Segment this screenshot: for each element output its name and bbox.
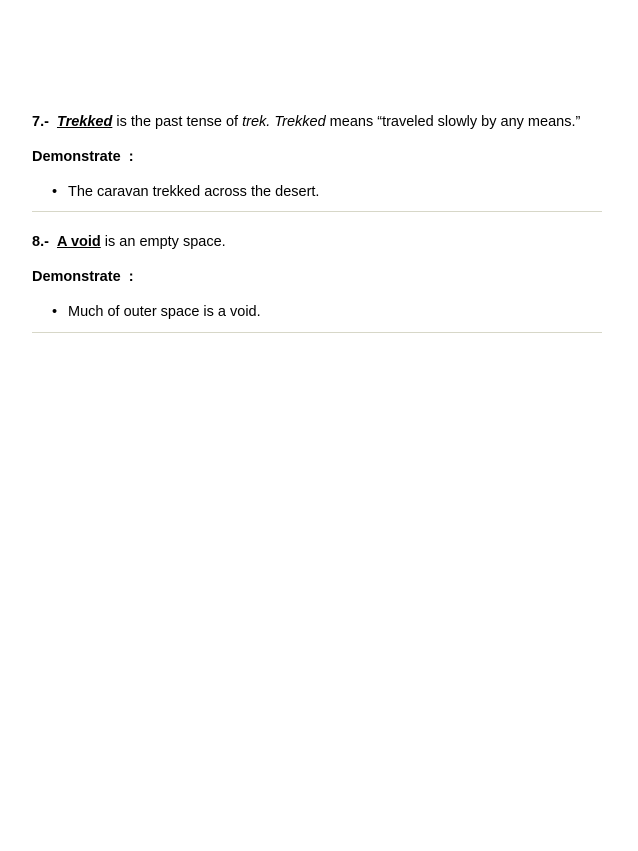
section-divider bbox=[32, 332, 602, 333]
vocab-term: A void bbox=[56, 234, 101, 250]
definition-italic-text: trek. Trekked bbox=[242, 114, 326, 130]
definition-line bbox=[32, 233, 602, 251]
example-list bbox=[32, 303, 602, 321]
bullet-icon: • bbox=[52, 304, 58, 320]
definition-text-continued: means “traveled slowly by any means.” bbox=[325, 114, 581, 130]
entry-number: 8.- bbox=[32, 234, 49, 250]
example-list bbox=[32, 183, 602, 201]
demonstrate-label: Demonstrate : bbox=[32, 269, 134, 285]
vocab-entry-void bbox=[32, 233, 602, 321]
section-divider bbox=[32, 211, 602, 212]
definition-text: is the past tense of bbox=[112, 114, 243, 130]
vocab-entry-trekked bbox=[32, 113, 602, 201]
example-item bbox=[32, 303, 602, 321]
definition-text: is an empty space. bbox=[100, 234, 226, 250]
demonstrate-label: Demonstrate : bbox=[32, 149, 134, 165]
example-text: Much of outer space is a void. bbox=[68, 304, 261, 320]
definition-line bbox=[32, 113, 602, 131]
example-text: The caravan trekked across the desert. bbox=[68, 184, 320, 200]
bullet-icon: • bbox=[52, 184, 58, 200]
vocab-term: Trekked bbox=[56, 114, 113, 130]
example-item bbox=[32, 183, 602, 201]
entry-number: 7.- bbox=[32, 114, 49, 130]
